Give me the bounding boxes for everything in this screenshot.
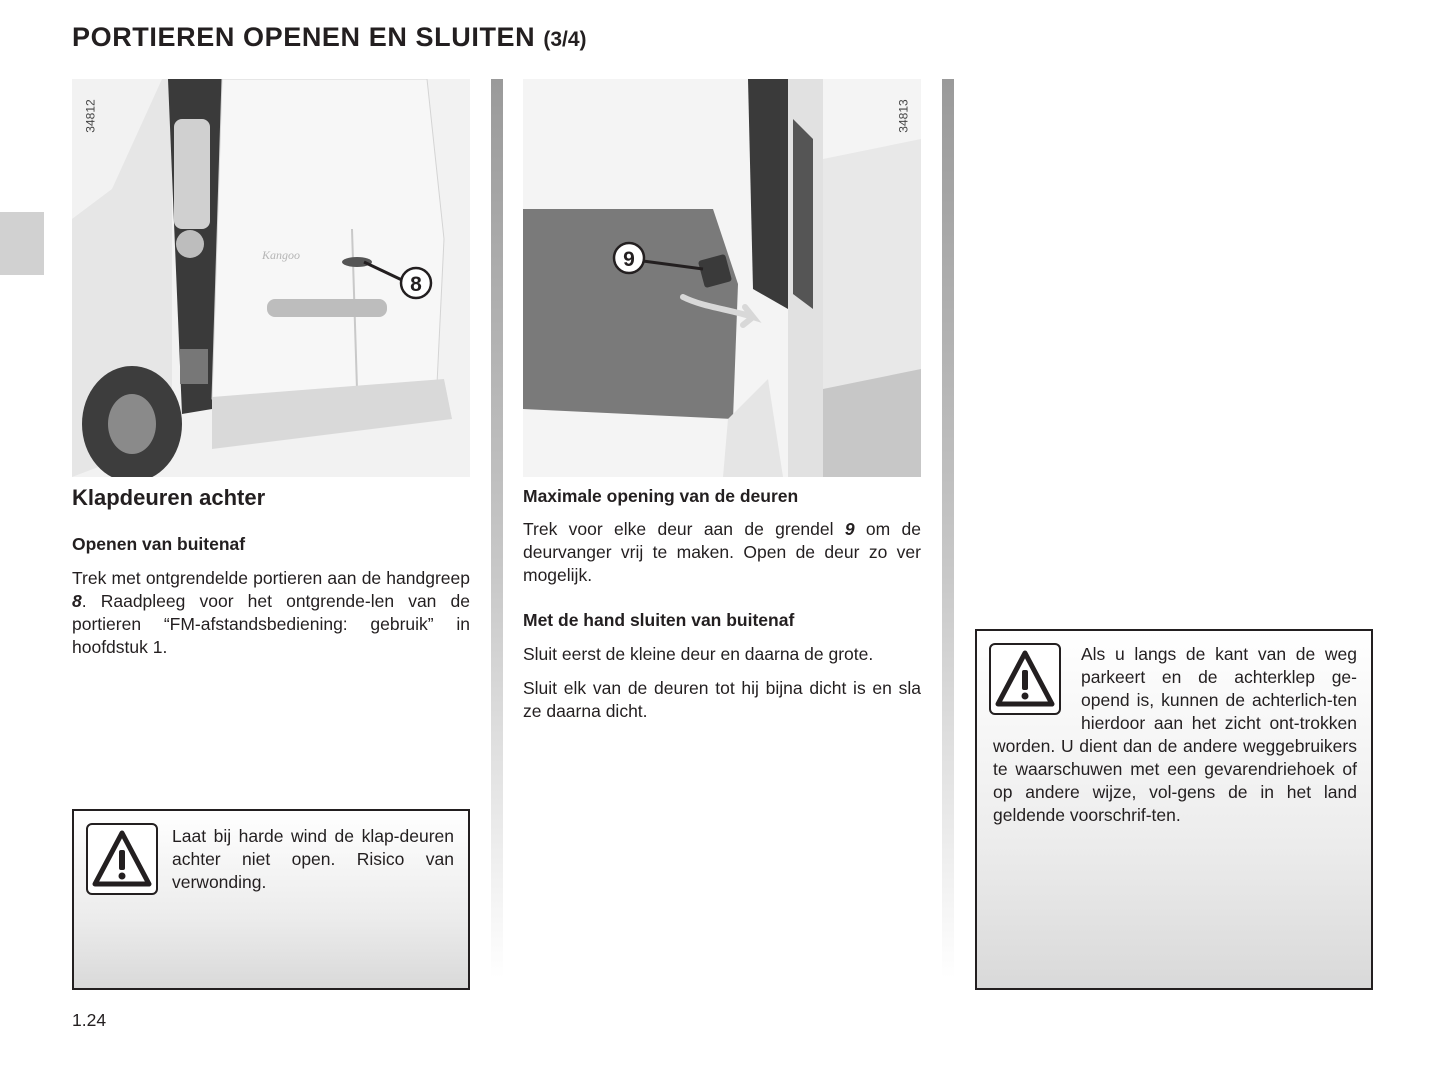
column-divider — [491, 79, 503, 979]
reference-number: 8 — [72, 591, 82, 611]
subheading-open-outside: Openen van buitenaf — [72, 534, 246, 554]
paragraph-text: Trek met ontgrendelde portieren aan de handgreep — [72, 568, 470, 588]
figure-number: 34812 — [83, 99, 98, 133]
paragraph-close-order: Sluit eerst de kleine deur en daarna de grote. — [523, 644, 874, 664]
paragraph-text: Trek voor elke deur aan de grendel — [523, 519, 845, 539]
figure-rear-doors — [72, 79, 470, 477]
warning-triangle-icon — [994, 648, 1056, 710]
page-title-part: (3/4) — [543, 28, 587, 51]
warning-text: Laat bij harde wind de klap-deuren achter niet open. Risico van verwonding. — [172, 826, 454, 892]
paragraph-text: om de deurvanger vrij te maken. Open de deur zo ver mogelijk. — [523, 519, 922, 585]
van-rear-illustration — [72, 79, 470, 477]
door-latch-illustration — [523, 79, 921, 477]
figure-door-latch — [523, 79, 921, 477]
page-title-text: PORTIEREN OPENEN EN SLUITEN — [72, 22, 536, 52]
reference-number: 9 — [844, 519, 855, 539]
warning-text-content: Als u langs de kant van de weg parkeert en de achterklep ge-opend is, kunnen de achterlich-ten hierdoor aan het zicht ont-trokken worden. U dient dan de andere weggebruikers te waarschuwen met een gevarendriehoek of op andere wijze, vol-gens de in het land geldende voorschrif-ten. — [993, 644, 1357, 825]
callout-9: 9 — [623, 248, 635, 271]
page-number: 1.24 — [72, 1010, 107, 1030]
kangoo-badge: Kangoo — [262, 248, 301, 262]
subheading-max-opening: Maximale opening van de deuren — [523, 486, 799, 506]
warning-box-roadside — [975, 629, 1373, 990]
section-heading: Klapdeuren achter — [72, 485, 266, 510]
warning-box-wind — [72, 809, 470, 990]
column-divider — [942, 79, 954, 979]
callout-8: 8 — [410, 273, 422, 296]
paragraph-open-outside — [72, 567, 470, 659]
warning-icon-frame — [86, 823, 158, 895]
warning-triangle-icon — [91, 828, 153, 890]
section-tab — [0, 212, 44, 275]
paragraph-max-opening — [523, 518, 921, 587]
subheading-close-outside: Met de hand sluiten van buitenaf — [523, 610, 795, 630]
paragraph-text: . Raadpleeg voor het ontgrende-len van de portieren “FM-afstandsbediening: gebruik” in hoofdstuk 1. — [72, 591, 470, 657]
page-title — [72, 22, 587, 53]
warning-icon-frame — [989, 643, 1061, 715]
figure-number: 34813 — [896, 99, 911, 133]
paragraph-close-slam: Sluit elk van de deuren tot hij bijna dicht is en sla ze daarna dicht. — [523, 678, 921, 721]
